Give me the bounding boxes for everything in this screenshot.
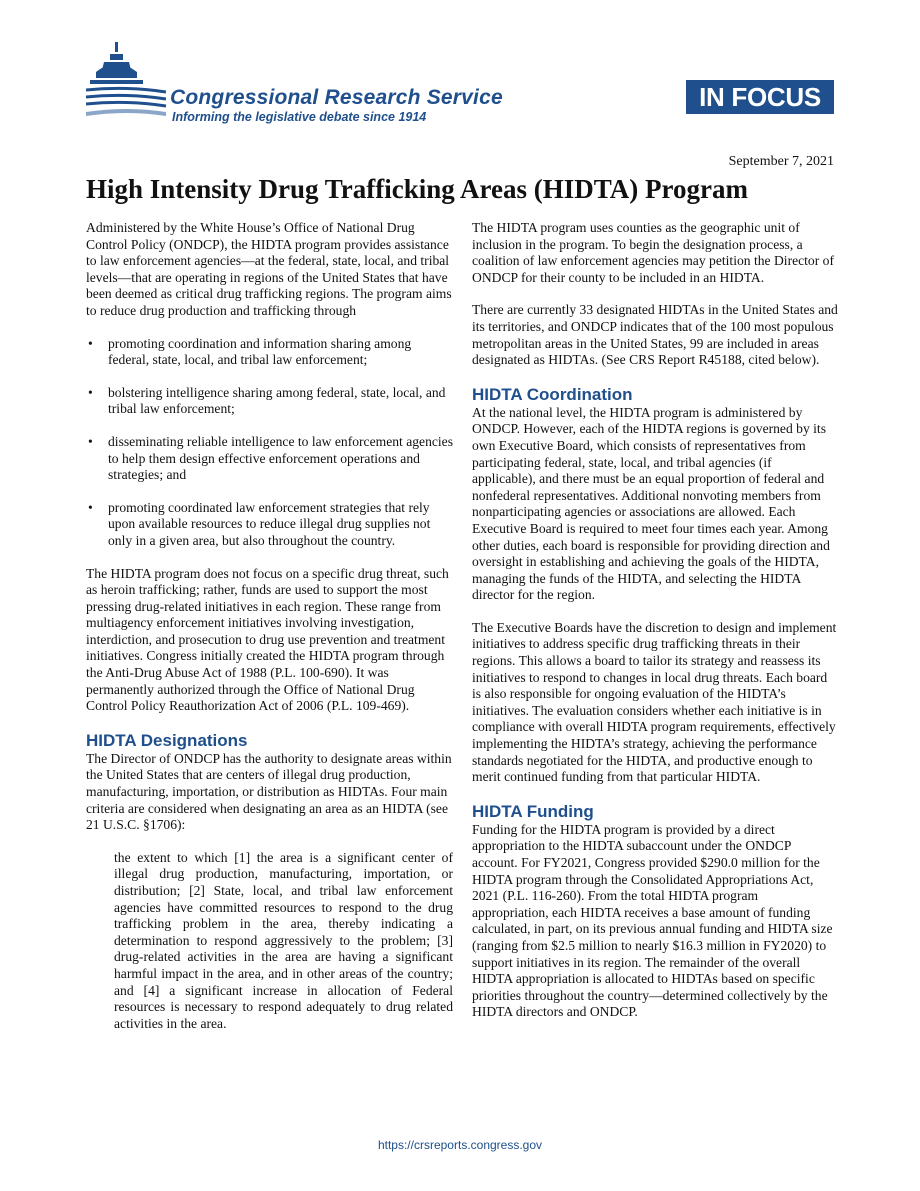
statute-quote: the extent to which [1] the area is a significant center of illegal drug production, manufacturing, importation, or distribution; [2] State, local, and tribal law enforcement agencies have committed resources to respond to the drug trafficking problem in the area, thereby indicating a determination to respond aggressively to the problem; [3] drug-related activities in the area are having a significant harmful impact in the area, and in other areas of the country; and [4] a significant increase in allocation of Federal resources is necessary to respond adequately to drug related activities in the area. (114, 849, 453, 1031)
funding-paragraph: Funding for the HIDTA program is provided by a direct appropriation to the HIDTA subaccount under the ONDCP account. For FY2021, Congress provided $290.0 million for the HIDTA program through the Consolidated Appropriations Act, 2021 (P.L. 116-260). From the total HIDTA program appropriation, each HIDTA receives a base amount of funding calculated, in part, on its previous annual funding and HIDTA size (ranging from $2.5 million to nearly $16.3 million in FY2020) to support initiatives in its region. The remainder of the overall HIDTA appropriation is allocated to HIDTAs based on specific priorities throughout the country—determined collectively by the HIDTA directors and ONDCP. (472, 821, 833, 1020)
org-tagline: Informing the legislative debate since 1914 (172, 110, 427, 124)
org-name: Congressional Research Service (170, 86, 503, 109)
funding-heading: HIDTA Funding (472, 801, 594, 821)
footer-url[interactable]: https://crsreports.congress.gov (377, 1138, 543, 1152)
aims-list (86, 336, 453, 550)
designations-paragraph: The Director of ONDCP has the authority to designate areas within the United States that are centers of illegal drug production, manufacturing, importation, or distribution as HIDTAs. Four main criteria are considered when designating an area as an HIDTA (see 21 U.S.C. §1706): (86, 750, 452, 833)
list-item: • bolstering intelligence sharing among federal, state, local, and tribal law enforcement; (86, 385, 453, 418)
count-paragraph: There are currently 33 designated HIDTAs in the United States and its territories, and ONDCP indicates that of the 100 most populous metropolitan areas in the United States, 99 are included in areas designated as HIDTAs. (See CRS Report R45188, cited below). (472, 302, 838, 368)
list-item: • promoting coordination and information sharing among federal, state, local, and tribal law enforcement; (86, 336, 453, 369)
coordination-heading: HIDTA Coordination (472, 384, 633, 404)
list-item: • disseminating reliable intelligence to law enforcement agencies to help them design effective enforcement operations and strategies; and (86, 434, 453, 484)
right-column (472, 220, 838, 1021)
designations-heading: HIDTA Designations (86, 730, 248, 750)
page-title: High Intensity Drug Trafficking Areas (HIDTA) Program (86, 174, 748, 204)
executive-boards-paragraph: The Executive Boards have the discretion to design and implement initiatives to address specific drug trafficking threats in their regions. This allows a board to tailor its strategy and reassess its initiatives to respond to changes in local drug threats. Each board is also responsible for ongoing evaluation of the HIDTA’s initiatives. The evaluation considers whether each initiative is in compliance with overall HIDTA program requirements, effectively implementing the HIDTA’s strategy, achieving the performance standards negotiated for the HIDTA, and productive enough to merit continued funding from that particular HIDTA. (472, 619, 837, 785)
publication-date: September 7, 2021 (728, 154, 834, 169)
counties-paragraph: The HIDTA program uses counties as the geographic unit of inclusion in the program. To begin the designation process, a coalition of law enforcement agencies may petition the Director of ONDCP for their county to be included in an HIDTA. (472, 220, 834, 285)
coordination-paragraph: At the national level, the HIDTA program is administered by ONDCP. However, each of the HIDTA regions is governed by its own Executive Board, which consists of representatives from participating federal, state, local, and tribal agencies (if applicable), and there must be an equal proportion of federal and nonfederal representatives. Additional nonvoting members from nonparticipating agencies or associations are allowed. Each Executive Board is required to meet four times each year. Among other duties, each board is responsible for providing direction and oversight in establishing and achieving the goals of the HIDTA, managing the funds of the HIDTA, and selecting the HIDTA director for the region. (472, 404, 830, 603)
page-header (0, 0, 920, 150)
in-focus-badge: IN FOCUS (686, 80, 834, 114)
left-column (86, 220, 453, 1032)
program-focus-paragraph: The HIDTA program does not focus on a specific drug threat, such as heroin trafficking; rather, funds are used to support the most pressing drug-related initiatives in each region. These range from multiagency enforcement initiatives involving investigation, interdiction, and prosecution to drug use prevention and treatment initiatives. Congress initially created the HIDTA program through the Anti-Drug Abuse Act of 1988 (P.L. 100-690). It was permanently authorized through the Office of National Drug Control Policy Reauthorization Act of 2006 (P.L. 109-469). (86, 565, 449, 714)
list-item: • promoting coordinated law enforcement strategies that rely upon available resources to reduce illegal drug supplies not only in a given area, but also throughout the country. (86, 500, 453, 550)
intro-paragraph: Administered by the White House’s Office of National Drug Control Policy (ONDCP), the HIDTA program provides assistance to law enforcement agencies—at the federal, state, local, and tribal levels—that are operating in regions of the United States that have been deemed as critical drug trafficking regions. The program aims to reduce drug production and trafficking through (86, 220, 452, 318)
